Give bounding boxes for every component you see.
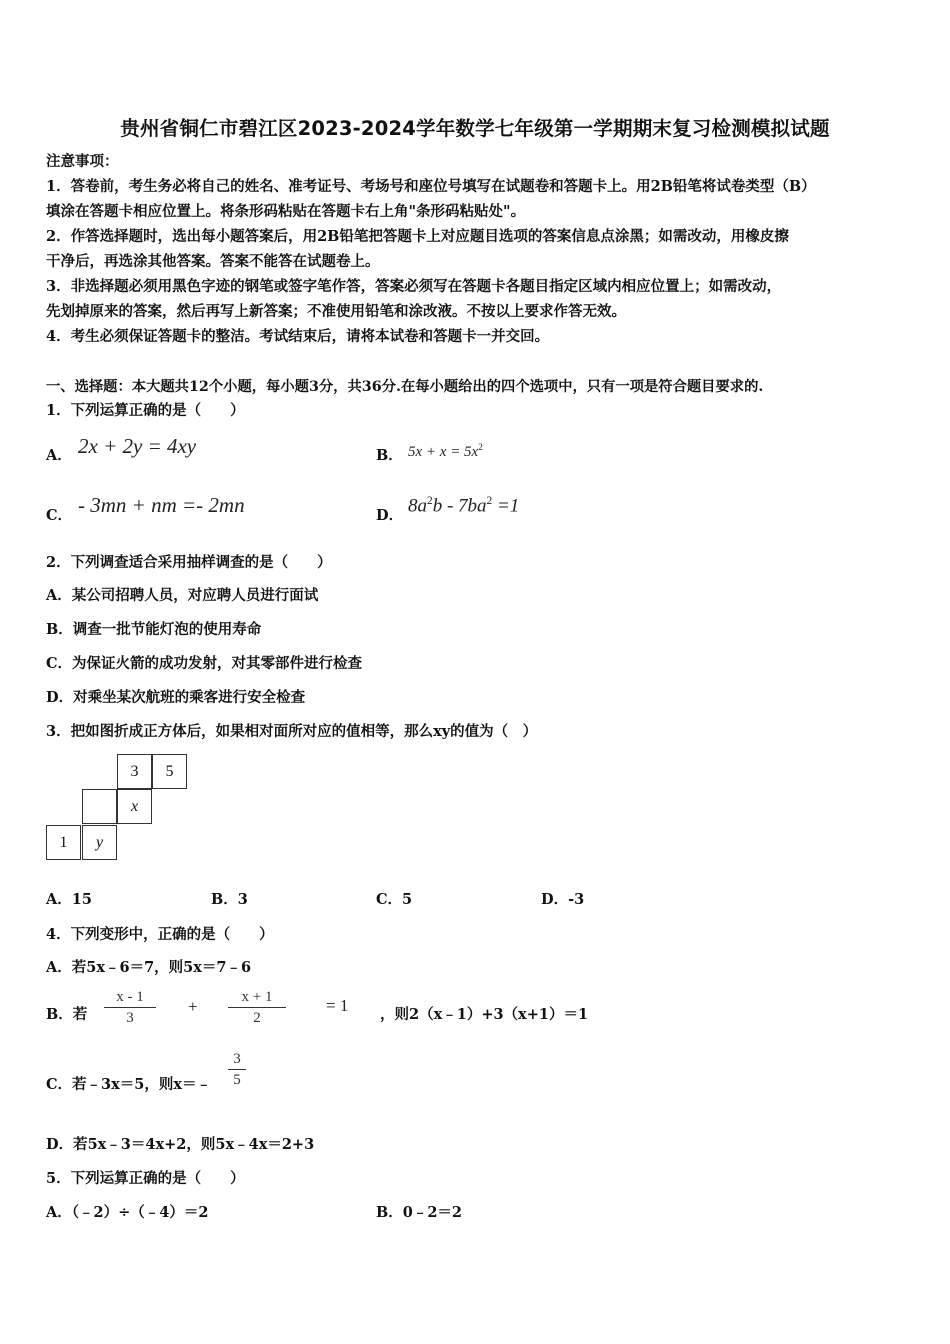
q1-option-c-label: C． (46, 507, 73, 524)
notes-line: 1．答卷前，考生务必将自己的姓名、准考证号、考场号和座位号填写在试题卷和答题卡上。用2B铅笔将试卷类型（B） (46, 178, 816, 195)
q4-option-b-label: B．若 (46, 1006, 88, 1023)
net-cell: 5 (152, 754, 187, 789)
q4-b-fraction-1 (104, 988, 156, 1027)
net-cell-empty (82, 789, 117, 824)
notes-line: 4．考生必须保证答题卡的整洁。考试结束后，请将本试卷和答题卡一并交回。 (46, 328, 550, 345)
notes-line: 先划掉原来的答案，然后再写上新答案；不准使用铅笔和涂改液。不按以上要求作答无效。 (46, 303, 626, 320)
fraction-bar (104, 1007, 156, 1008)
fraction-bar (228, 1069, 246, 1070)
q2-option-c: C．为保证火箭的成功发射，对其零部件进行检查 (46, 655, 363, 672)
question-1-stem: 1．下列运算正确的是（ ） (46, 402, 245, 419)
q1-option-d-label: D． (376, 507, 404, 524)
question-5-stem: 5．下列运算正确的是（ ） (46, 1170, 245, 1187)
q1-option-a-label: A． (46, 447, 72, 464)
fraction-denominator: 5 (233, 1072, 241, 1088)
fraction-denominator: 3 (126, 1010, 134, 1026)
q1-option-d-math (408, 495, 519, 517)
q1-option-b-math (408, 442, 483, 461)
net-cell: x (117, 789, 152, 824)
notes-line: 干净后，再选涂其他答案。答案不能答在试题卷上。 (46, 253, 380, 270)
notes-heading: 注意事项： (46, 153, 119, 170)
q4-c-fraction (228, 1050, 246, 1089)
notes-line: 2．作答选择题时，选出每小题答案后，用2B铅笔把答题卡上对应题目选项的答案信息点涂黑；如需改动，用橡皮擦 (46, 228, 789, 245)
q4-option-d: D．若5x﹣3＝4x+2，则5x﹣4x＝2+3 (46, 1136, 315, 1153)
q4-b-equals: = 1 (326, 996, 349, 1015)
q5-option-a: A．（﹣2）÷（﹣4）＝2 (46, 1204, 209, 1221)
q3-option-d: D．-3 (541, 891, 585, 908)
q1-option-c-math: - 3mn + nm =- 2mn (78, 493, 245, 517)
q1-option-a-math: 2x + 2y = 4xy (78, 434, 197, 458)
notes-line: 3．非选择题必须用黑色字迹的钢笔或签字笔作答，答案必须写在答题卡各题目指定区域内相应位置上；如需改动， (46, 278, 782, 295)
q1-option-b-label: B． (376, 447, 403, 464)
question-4-stem: 4．下列变形中，正确的是（ ） (46, 926, 274, 943)
q2-option-b: B．调查一批节能灯泡的使用寿命 (46, 621, 262, 638)
section-heading: 一、选择题：本大题共12个小题，每小题3分，共36分.在每小题给出的四个选项中，只有一项是符合题目要求的. (46, 379, 764, 395)
cube-net-diagram (46, 754, 188, 862)
q3-option-c: C．5 (376, 891, 413, 908)
notes-line: 填涂在答题卡相应位置上。将条形码粘贴在答题卡右上角"条形码粘贴处"。 (46, 203, 526, 220)
fraction-denominator: 2 (253, 1010, 261, 1026)
q1-d-exp2: 2 (486, 495, 493, 507)
fraction-bar (228, 1007, 286, 1008)
q4-option-b-tail: ，则2（x﹣1）+3（x+1）＝1 (380, 1006, 589, 1023)
question-3-stem: 3．把如图折成正方体后，如果相对面所对应的值相等，那么xy的值为（ ） (46, 723, 538, 740)
q2-option-d: D．对乘坐某次航班的乘客进行安全检查 (46, 689, 306, 706)
q2-option-a: A．某公司招聘人员，对应聘人员进行面试 (46, 587, 319, 604)
page-title: 贵州省铜仁市碧江区2023-2024学年数学七年级第一学期期末复习检测模拟试题 (120, 117, 830, 140)
q5-option-b: B．0﹣2＝2 (376, 1204, 463, 1221)
q4-b-plus: + (188, 997, 198, 1016)
fraction-numerator: x + 1 (241, 989, 273, 1005)
fraction-numerator: 3 (233, 1051, 241, 1067)
q1-d-part1: 8a (408, 495, 427, 517)
q4-option-a: A．若5x﹣6＝7，则5x＝7﹣6 (46, 959, 252, 976)
q3-option-b: B．3 (211, 891, 248, 908)
q4-option-c-label: C．若﹣3x＝5，则x＝﹣ (46, 1076, 212, 1093)
q1-b-base: 5x + x = 5x (408, 444, 479, 460)
fraction-numerator: x - 1 (116, 989, 144, 1005)
q1-d-exp1: 2 (427, 495, 433, 507)
net-cell: y (82, 825, 117, 860)
q1-d-part3: =1 (492, 495, 520, 517)
net-cell: 1 (46, 825, 81, 860)
q3-option-a: A．15 (46, 891, 92, 908)
question-2-stem: 2．下列调查适合采用抽样调查的是（ ） (46, 554, 332, 571)
q4-b-fraction-2 (228, 988, 286, 1027)
net-cell: 3 (117, 754, 152, 789)
q1-d-part2: b - 7ba (432, 495, 487, 517)
q1-b-exponent: 2 (478, 442, 483, 452)
